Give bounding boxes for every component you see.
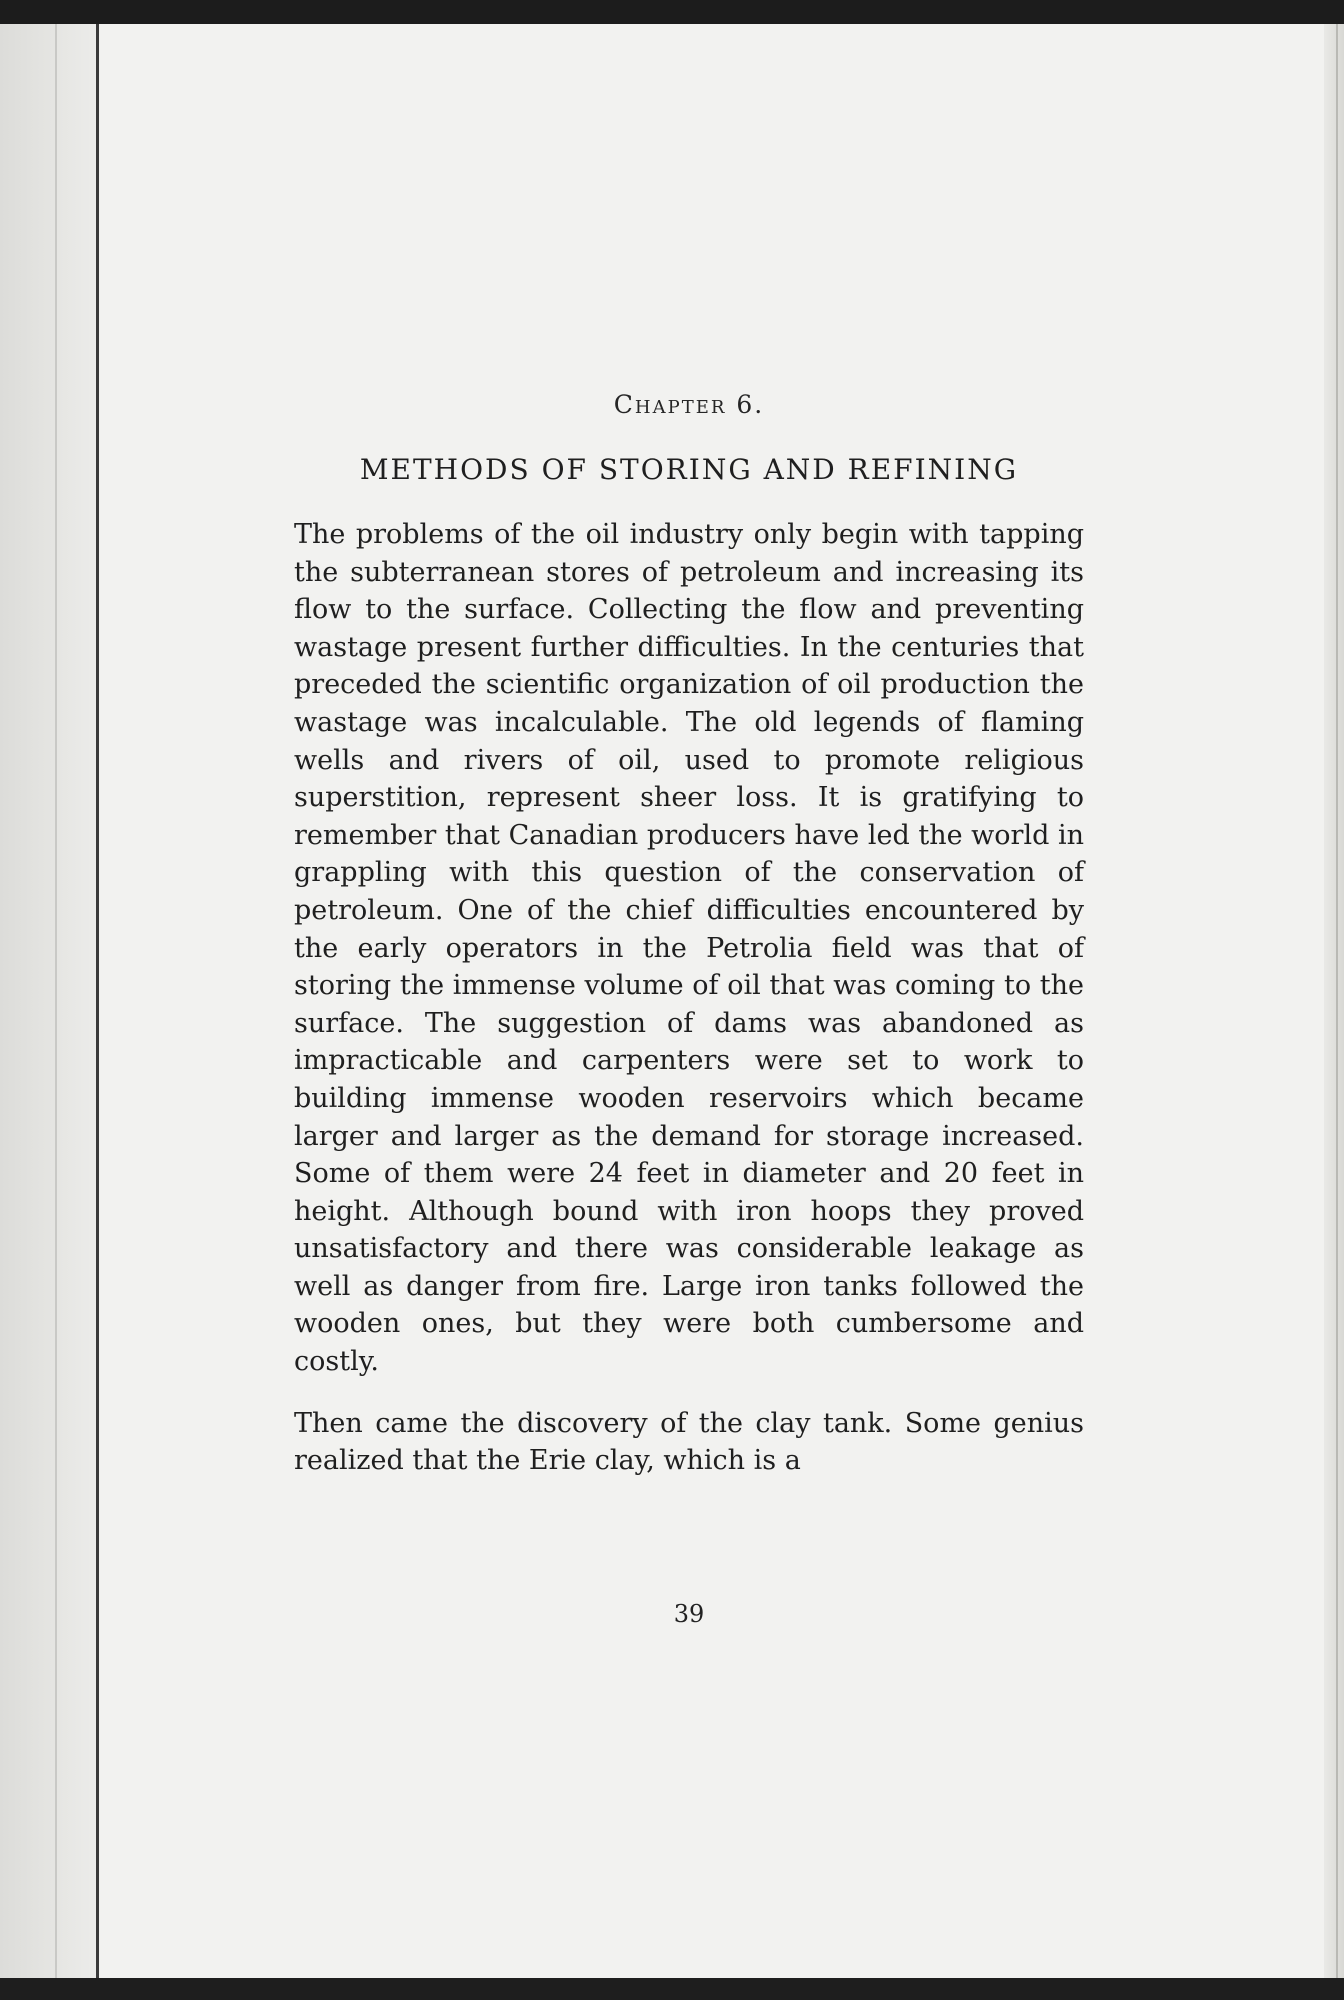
scan-top-border <box>0 0 1344 24</box>
page-right-edge <box>1324 24 1344 1978</box>
book-page <box>99 24 1324 1978</box>
page-text-block <box>294 390 1084 1628</box>
page-number: 39 <box>673 1600 705 1628</box>
chapter-label: Chapter 6. <box>613 390 765 419</box>
chapter-title: METHODS OF STORING AND REFINING <box>359 453 1019 486</box>
book-gutter <box>0 24 98 1978</box>
body-paragraph-1: The problems of the oil industry only begin with tapping the subterranean stores of petroleum and increasing its flow to the surface. Collecting the flow and preventing wastage present further difficulties. In the centuries that preceded the scientific organization of oil production the wastage was incalculable. The old legends of flaming wells and rivers of oil, used to promote religious superstition, represent sheer loss. It is gratifying to remember that Canadian producers have led the world in grappling with this question of the conservation of petroleum. One of the chief difficulties encountered by the early operators in the Petrolia field was that of storing the immense volume of oil that was coming to the surface. The suggestion of dams was abandoned as impracticable and carpenters were set to work to building immense wooden reservoirs which became larger and larger as the demand for storage increased. Some of them were 24 feet in diameter and 20 feet in height. Although bound with iron hoops they proved unsatisfactory and there was considerable leakage as well as danger from fire. Large iron tanks followed the wooden ones, but they were both cumbersome and costly. <box>294 519 1084 1378</box>
scan-bottom-border <box>0 1978 1344 2000</box>
gutter-shadow <box>55 24 57 1978</box>
page-edge-line <box>1336 24 1338 1978</box>
body-paragraph-2: Then came the discovery of the clay tank. Some genius realized that the Erie clay, which is a <box>294 1407 1084 1477</box>
